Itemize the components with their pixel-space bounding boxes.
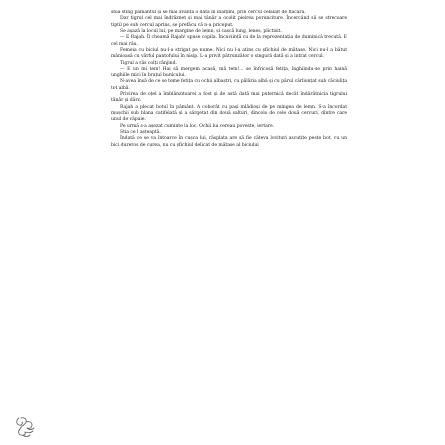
paragraph: Îndată ce se va întoarce în cușca lui, răsplata are să fie cătevа lovituri ascuțite peste bot, cu un bici dureros de curea, nu cu șfichiul delicat de mătase al biciului: [111, 136, 347, 148]
paragraph: — E Rajah. Îl cheamă Rajah! spuse copila. Încuviință cu de la reprezentația de duminică trecută. E cel mai rău.: [111, 35, 347, 47]
paragraph: Tigrul a râs colți rânjind.: [120, 60, 177, 66]
paragraph: Femeia cu biciul nu-l-a strigat pe nume. Nici nu l-a atins cu șfichiul de mătase. Nici nu-l a bătut mânioasă cu vârful pantofului în nisip. L-a privit pătrunzător o singură dată și a intrat cercul.: [111, 47, 347, 60]
leaf-scroll-ornament-icon: [13, 414, 39, 440]
paragraph: Privirea de oțel a îmblânzitoarei a fost și de astă dată mai puternică decât îndărătnicia tigrului tânăr și dârz.: [111, 92, 347, 104]
paragraph: — E un mi tem! Hai să mergem acasă, mă tem!... se înfricoșă fetița, înghiindu-se prin haină unghiile mici în brațul bunicului.: [111, 66, 347, 79]
paragraph: sbia sting pământul și se mai avântă o dată în înălțimi, prin cercul celălalt de flacără.: [111, 10, 306, 15]
paragraph: Pe urmă s-a așezat cuminte la loc. Ochii lui cereau poveste, iertare.: [120, 123, 275, 129]
paragraph: Se așază la locul lui, pe margine de lemn, și cască lung, lenes, plictisit.: [120, 28, 282, 34]
text-column: [111, 10, 347, 420]
paragraph: Dar tigrul cel mai îndrăzneț și mai tânăr a ocolit pieirea porunciture. Încercând să se strecoare tiptil pe sub cercul aprins, se prefăcu că n-a priceput.: [111, 16, 347, 28]
paragraph: Stia ce l așteaptă.: [120, 129, 161, 135]
paragraph: Rajah a plecat botul în pământ. A coborât cu pași mlădioși de pe mingea de lemn. S-a încordat mușchii sub blana catifelată și a sărgetat din două salturi, dincolo de cele două cercuri, dintre care unul de văpaie.: [111, 104, 347, 123]
paragraph: N-avea însă de ce se teme fetița cu ochii albaștri, cu pălăria albă și cu părul cârlionțat sub căciulița tot albă.: [111, 79, 347, 91]
